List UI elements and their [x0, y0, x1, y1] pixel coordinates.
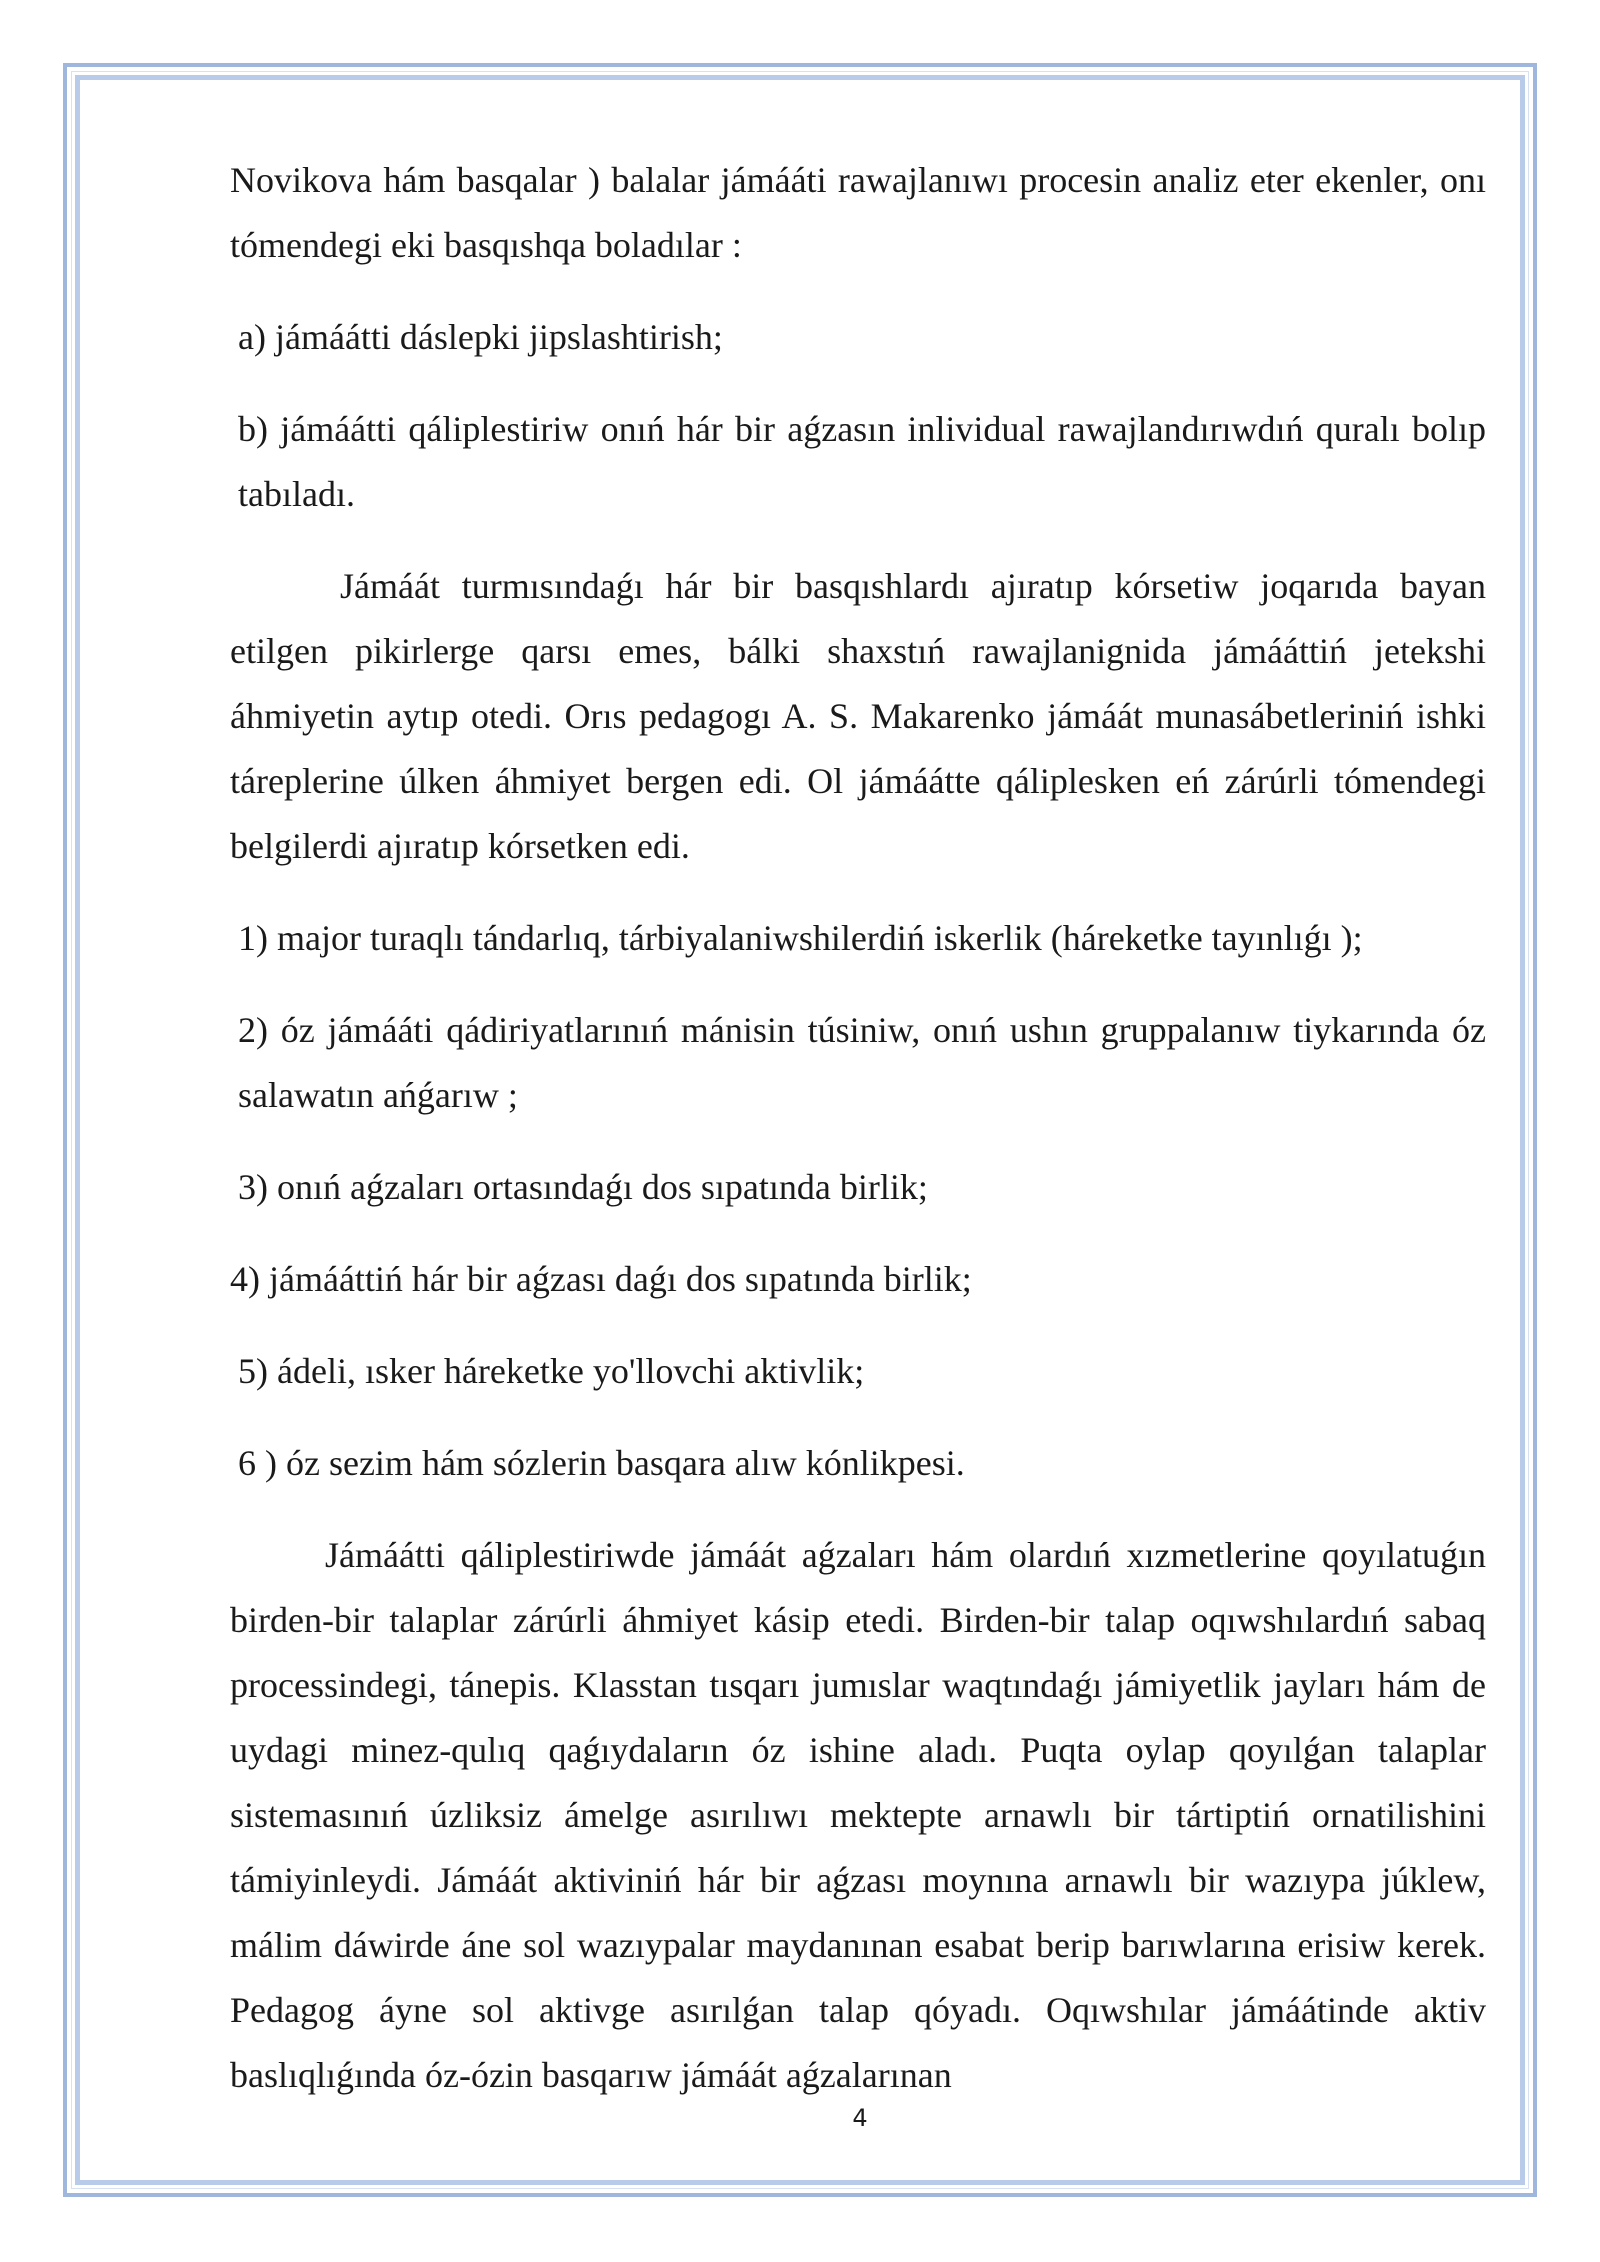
paragraph-makarenko: Jámáát turmısındaǵı hár bir basqıshlardı ajıratıp kórsetiw joqarıda bayan etilgen pikirlerge qarsı emes, bálki shaxstıń rawajlanignida jámááttiń jetekshi áhmiyetin aytıp otedi. Orıs pedagogı A. S. Makarenko jámáát munasábetleriniń ishki táreplerine úlken áhmiyet bergen edi. Ol jámáátte qáliplesken eń zárúrli tómendegi belgilerdi ajıratıp kórsetken edi.: [230, 566, 1486, 866]
list-item-3: 3) onıń aǵzaları ortasındaǵı dos sıpatında birlik;: [238, 1167, 928, 1207]
list-item-2: 2) óz jámááti qádiriyatlarınıń mánisin túsiniw, onıń ushın gruppalanıw tiykarında óz salawatın ańǵarıw ;: [238, 1010, 1486, 1115]
document-body: [230, 148, 1486, 2108]
paragraph-intro: Novikova hám basqalar ) balalar jámááti rawajlanıwı procesin analiz eter ekenler, onı tómendegi eki basqıshqa boladılar :: [230, 160, 1486, 265]
list-item-b: b) jámáátti qáliplestiriw onıń hár bir aǵzasın inlividual rawajlandırıwdıń quralı bolıp tabıladı.: [238, 409, 1486, 514]
list-item-a: a) jámáátti dáslepki jipslashtirish;: [238, 317, 723, 357]
paragraph-requirements: Jámáátti qáliplestiriwde jámáát aǵzaları hám olardıń xızmetlerine qoyılatuǵın birden-bir talaplar zárúrli áhmiyet kásip etedi. Birden-bir talap oqıwshılardıń sabaq processindegi, tánepis. Klasstan tısqarı jumıslar waqtındaǵı jámiyetlik jayları hám de uydagi minez-qulıq qaǵıydaların óz ishine aladı. Puqta oylap qoyılǵan talaplar sistemasınıń úzliksiz ámelge asırılıwı mektepte arnawlı bir tártiptiń ornatilishini támiyinleydi. Jámáát aktiviniń hár bir aǵzası moynına arnawlı bir wazıypa júklew, málim dáwirde áne sol wazıypalar maydanınan esabat berip barıwlarına erisiw kerek. Pedagog áyne sol aktivge asırılǵan talap qóyadı. Oqıwshılar jámáátinde aktiv baslıqlıǵında óz-ózin basqarıw jámáát aǵzalarınan: [230, 1535, 1486, 2095]
list-item-4: 4) jámááttiń hár bir aǵzası daǵı dos sıpatında birlik;: [230, 1259, 972, 1299]
list-item-1: 1) major turaqlı tándarlıq, tárbiyalaniwshilerdiń iskerlik (háreketke tayınlıǵı );: [238, 918, 1363, 958]
list-item-5: 5) ádeli, ısker háreketke yo'llovchi aktivlik;: [238, 1351, 865, 1391]
list-item-6: 6 ) óz sezim hám sózlerin basqara alıw kónlikpesi.: [238, 1443, 965, 1483]
page-number: 4: [852, 2104, 868, 2132]
